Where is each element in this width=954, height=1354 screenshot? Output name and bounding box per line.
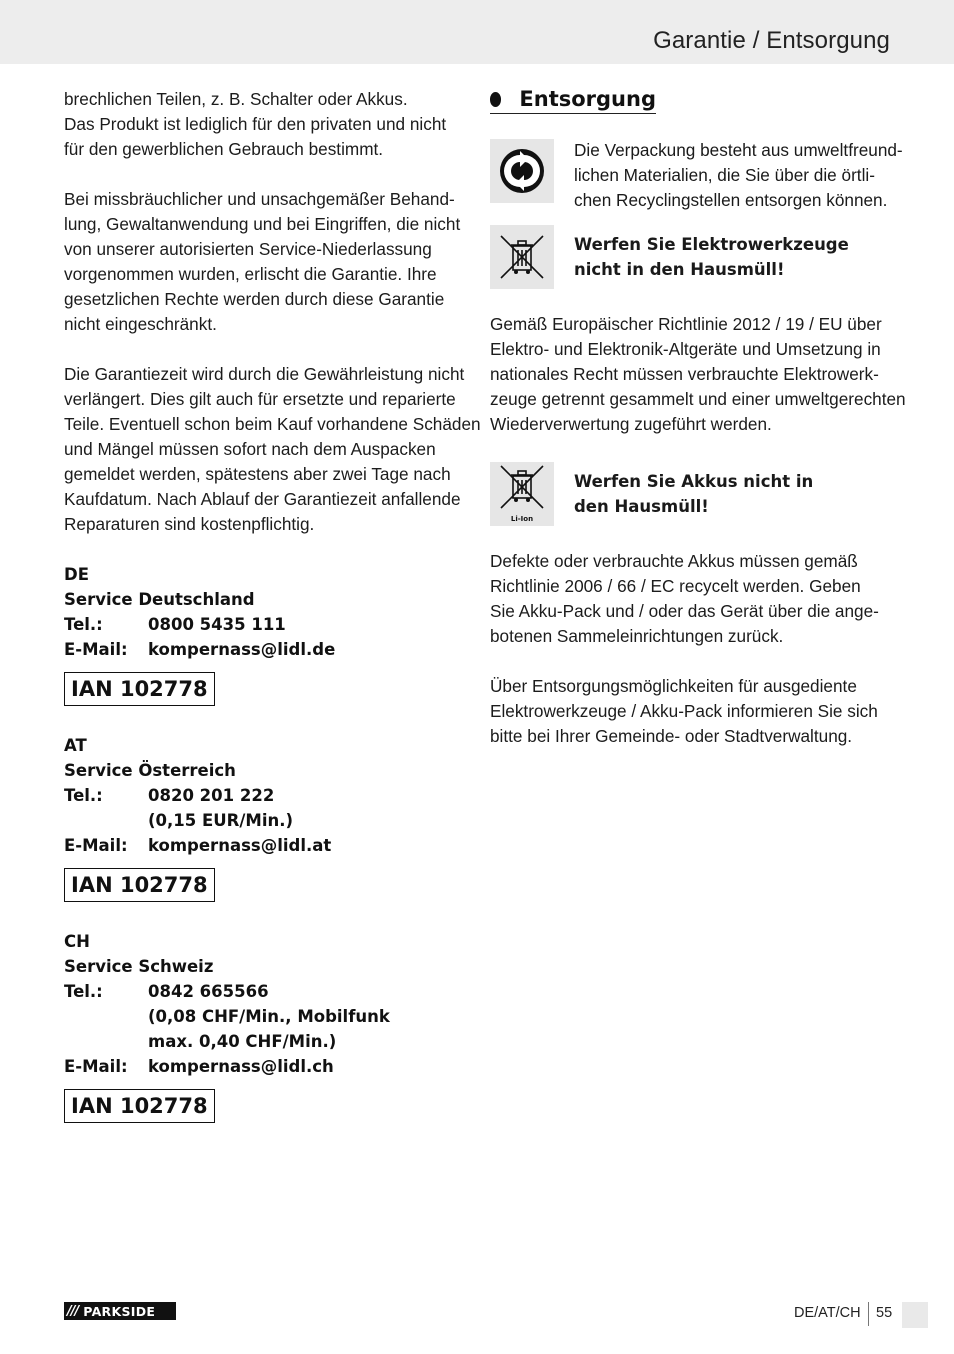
email-address: kompernass@lidl.de (148, 640, 336, 659)
country-code: DE (64, 565, 89, 584)
weee-notice (490, 225, 892, 289)
section-title: Entsorgung (519, 87, 656, 111)
service-block-ch: CH Service Schweiz Tel.: 0842 665566 (0,08 CHF/Min., Mobilfunk max. 0,40 CHF/Min.) E-Mail: kompernass@lidl.ch (64, 929, 466, 1079)
crossed-out-bin-icon (490, 225, 554, 289)
page-title: Garantie / Entsorgung (653, 27, 890, 54)
paragraph-battery-directive: Defekte oder verbrauchte Akkus müssen gemäß Richtlinie 2006 / 66 / EC recycelt werden. Geben Sie Akku-Pack und / oder das Gerät über die ange- botenen Sammeleinrichtungen zurück. (490, 551, 879, 646)
page-number: 55 (876, 1305, 893, 1321)
right-column (490, 87, 906, 774)
language-code: DE/AT/CH (794, 1305, 861, 1321)
weee-warning: Werfen Sie Elektrowerkzeuge nicht in den Hausmüll! (574, 235, 849, 279)
parkside-logo: /// PARKSIDE (64, 1302, 176, 1320)
service-name: Service Österreich (64, 761, 236, 780)
ian-box: IAN 102778 (64, 1089, 215, 1123)
footer-tab (902, 1302, 928, 1328)
country-code: CH (64, 932, 90, 951)
ian-box: IAN 102778 (64, 868, 215, 902)
phone-rate: (0,15 EUR/Min.) (148, 811, 294, 830)
ian-box: IAN 102778 (64, 672, 215, 706)
country-code: AT (64, 736, 87, 755)
paragraph-weee-directive: Gemäß Europäischer Richtlinie 2012 / 19 / EU über Elektro- und Elektronik-Altgeräte und Umsetzung in nationales Recht müssen verbrauchte Elektrowerk- zeuge getrennt gesammelt und einer umweltgerechten Wiederverwertung zugeführt werden. (490, 314, 906, 434)
service-name: Service Deutschland (64, 590, 255, 609)
phone-rate-mobile: max. 0,40 CHF/Min.) (148, 1032, 337, 1051)
svg-text:Li-Ion: Li-Ion (510, 515, 534, 523)
footer-divider (868, 1302, 869, 1326)
email-address: kompernass@lidl.at (148, 836, 332, 855)
paragraph-misuse: Bei missbräuchlicher und unsachgemäßer Behand- lung, Gewaltanwendung und bei Eingriffen, die nicht von unserer autorisierten Service-Niederlassung vorgenommen wurden, erlischt die Garantie. Ihre gesetzlichen Rechte werden durch diese Garantie nicht eingeschränkt. (64, 189, 461, 334)
crossed-out-bin-li-ion-icon (490, 462, 554, 526)
paragraph-usage: brechlichen Teilen, z. B. Schalter oder Akkus. Das Produkt ist lediglich für den privaten und nicht für den gewerblichen Gebrauch bestimmt. (64, 89, 447, 159)
recycle-text: Die Verpackung besteht aus umweltfreund- lichen Materialien, die Sie über die örtli- chen Recyclingstellen entsorgen können. (574, 140, 903, 210)
phone-rate: (0,08 CHF/Min., Mobilfunk (148, 1007, 390, 1026)
paragraph-disposal-info: Über Entsorgungsmöglichkeiten für ausgediente Elektrowerkzeuge / Akku-Pack informieren Sie sich bitte bei Ihrer Gemeinde- oder Stadtverwaltung. (490, 676, 878, 746)
bullet-icon (490, 92, 501, 107)
phone-number: 0842 665566 (148, 982, 269, 1001)
service-block-at: AT Service Österreich Tel.: 0820 201 222 (0,15 EUR/Min.) E-Mail: kompernass@lidl.at (64, 733, 466, 858)
email-address: kompernass@lidl.ch (148, 1057, 334, 1076)
recycle-notice (490, 139, 903, 213)
left-column (64, 87, 481, 1150)
battery-warning: Werfen Sie Akkus nicht in den Hausmüll! (574, 472, 814, 516)
battery-notice (490, 462, 892, 526)
service-block-de: DE Service Deutschland Tel.: 0800 5435 111 E-Mail: kompernass@lidl.de (64, 562, 466, 662)
service-name: Service Schweiz (64, 957, 214, 976)
paragraph-warranty-period: Die Garantiezeit wird durch die Gewährleistung nicht verlängert. Dies gilt auch für ersetzte und reparierte Teile. Eventuell schon beim Kauf vorhandene Schäden und Mängel müssen sofort nach dem Auspacken gemeldet werden, spätestens aber zwei Tage nach Kaufdatum. Nach Ablauf der Garantiezeit anfallende Reparaturen sind kostenpflichtig. (64, 364, 481, 534)
phone-number: 0800 5435 111 (148, 615, 286, 634)
section-heading (490, 87, 656, 114)
green-dot-recycle-icon (490, 139, 554, 203)
phone-number: 0820 201 222 (148, 786, 275, 805)
